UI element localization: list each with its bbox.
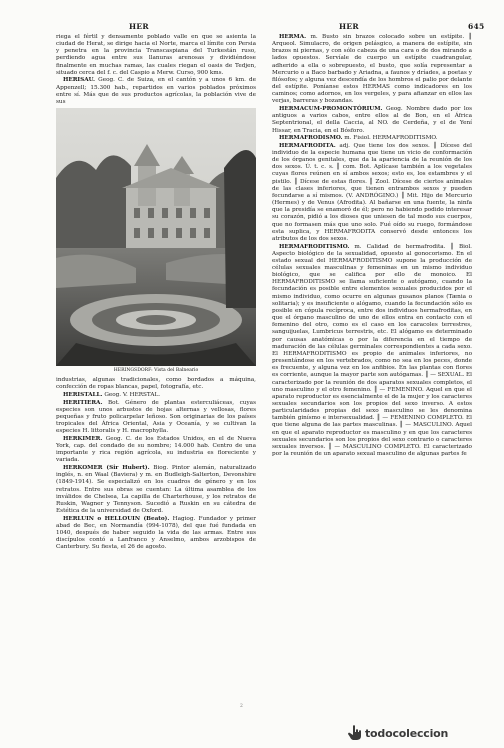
entry-headword: HERMAFRODISMO. [279, 135, 343, 142]
entry-text: m. Fisiol. HERMAFRODITISMO. [344, 135, 438, 142]
footer-mark: 2 [240, 704, 243, 709]
entry-text: adj. Que tiene los dos sexos. ║ Dícese del individuo de la especie humana que tiene un vicio de conformación de los órganos genitales, que da la apariencia de la reunión de los dos sexos. Ú. t. c. s. ║ com. Bot. Aplícase también a los vegetales cuyas flores reúnen en sí ambos sexos; esto es, los estambres y el pistilo. ║ Dícese de estas flores. ║ Zool. Dícese de ciertos animales de las clases inferiores, que tienen entrambos sexos y pueden fecundarse a sí mismos. (V. ANDRÓGINO.) ║ Mit. Hijo de Mercurio (Hermes) y de Venus (Afrodita). Al bañarse en una fuente, la ninfa que la presidía se enamoró de él; pero no habiendo podido interesar su corazón, pidió a los dioses que uniesen de tal modo sus cuerpos, que no formasen más que uno solo. Fué oído su ruego, formándose esta suplica, y HERMAFRODITA conservó desde entonces los atributos de los dos sexos. [272, 142, 472, 242]
running-head-left: HER [129, 22, 149, 31]
entry-headword: HERMAFRODITA. [279, 142, 336, 149]
entry-text: Geog. V. HERSTAL. [104, 392, 161, 399]
left-column [56, 34, 256, 552]
entry-headword: HERKOMER (Sir Hubert). [63, 465, 150, 472]
entry-headword: HERKIMER. [63, 435, 103, 442]
entry-text: Geog. Nombre dado por los antiguos a varios cabos, entre ellos al de Bon, en el África Septentrional, el della Caccia, al NO. de Cerdeña, y el de Yení Hissar, en Tracia, en el Bósforo. [272, 106, 473, 134]
dictionary-entry [272, 143, 472, 243]
page-number: 645 [468, 22, 485, 31]
right-column [272, 34, 472, 459]
entry-headword: HERLUIN o HELLOUIN (Beato). [63, 515, 170, 522]
entry-headword: HERMA. [279, 34, 307, 40]
heringsdorf-photo [56, 108, 256, 366]
dictionary-entry [56, 436, 256, 465]
dictionary-entry [56, 377, 256, 391]
dictionary-entry [56, 77, 256, 106]
hand-cursor-icon [348, 725, 362, 741]
entry-text: Biog. Pintor alemán, naturalizado inglés, n. en Waal (Baviera) y m. en Budleigh-Salterton, Devonshire (1849-1914). Se especializó en los cuadros de género y en los retratos. Entre sus obras se cuentan: La última asamblea de los inválidos de Chelsea, La capilla de Charterhouse, y los retratos de Ruskin, Wagner y Tennyson. Sucedió a Ruskin en su cátedra de Estética de la universidad de Oxford. [56, 465, 256, 515]
entry-text: industrias, algunas tradicionales, como bordados a máquina, confección de ropas blancas, papel, fotografía, etc. [56, 377, 256, 391]
entry-headword: HERMAFRODITISMO. [279, 243, 350, 250]
entry-headword: HERMACUM-PROMONTÓRIUM. [279, 106, 383, 113]
watermark-text: todocoleccion [365, 726, 449, 740]
dictionary-entry [272, 244, 472, 459]
dictionary-entry [56, 400, 256, 436]
entry-text: Geog. C. de Suiza, en el cantón y a unos 6 km. de Appenzell; 15.300 hab., repartidos en varios poblados próximos entre sí. Más que de sus productos agrícolas, la población vive de sus [56, 77, 257, 105]
entry-text: Hagiog. Fundador y primer abad de Bec, en Normandía (994-1078), del que fué fundada en 1040, después de haber seguido la vida de las armas. Entre sus discípulos contó a Lanfranco y Anselmo, ambos arzobispos de Canterbury. Su fiesta, el 26 de agosto. [56, 515, 256, 551]
spa-photo-illustration [56, 108, 256, 366]
entry-headword: HERISTALL. [63, 392, 103, 399]
entry-headword: HERITIERA. [63, 399, 103, 406]
entry-text: m. Busto sin brazos colocado sobre un estípite. ║ Arqueol. Simulacro, de origen pelásgico, a manera de estípite, sin brazos ni piernas, y con sólo cabeza de una cara o de dos mirando a lados opuestos. Servíale de cuerpo un estípite cuadrangular, adherido a ella o sobrepuesto, el busto, que solía representar a Mercurio o a Baco barbado y Ariadna, a faunos y dríades, a poetas y filósofos; y alguna vez descendía de los hombros el palio por delante del estípite. Poníanse estos HERMAS como indicadores en los caminos; como adornos, en los vergeles, y para afianzar en ellos las verjas, barreras y bozandas. [272, 34, 472, 105]
running-head-right: HER [339, 22, 359, 31]
dictionary-entry [272, 34, 472, 106]
dictionary-entry [56, 465, 256, 515]
entry-text: Geog. C. de los Estados Unidos, en el de Nueva York, cap. del condado de su nombre; 14.000 hab. Centro de una importante y rica región agrícola, su industria es floreciente y variada. [56, 435, 256, 464]
dictionary-entry [272, 106, 472, 135]
entry-text: Bot. Género de plantas esterculiáceas, cuyas especies son unos arbustos de hojas alternas y vellosas, flores pequeñas y fruto policarpelar leñoso. Son originarias de los países tropicales del África Oriental, Asia y Oceanía, y se cultivan la especies H. littoralis y H. macrophylla. [56, 399, 256, 435]
entry-text: riega el fértil y densamente poblado valle en que se asienta la ciudad de Herat, se dirige hacia el Norte, marca el límite con Persia y penetra en la provincia Transcaspiana del Turkestán ruso, perdiendo agua entre sus llanuras arenosas y dividiéndose finalmente en muchas ramas, las cuales riegan el oasis de Tedjen, situado cerca del f. c. del Caspio a Merw. Curso, 900 kms. [56, 34, 256, 76]
entry-text: m. Calidad de hermafrodita. ║ Biol. Aspecto biológico de la sexualidad, opuesto al gonocorismo. En el estado sexual del HERMAFRODITISMO supone la producción de células sexuales masculinas y femeninas en un mismo individuo biológico, que se califica por ello de monoico. El HERMAFRODITISMO se llama suficiente o autógamo, cuando la fecundación es posible entre elementos sexuales producidos por el mismo individuo, como ocurre en algunas gusanos planos (Tænia o solitaria); y es insuficiente o alógamo, cuando la fecundación sólo es posible en cópula recíproca, entre dos individuos hermafroditas, en que el órgano masculino de uno de ellos entra en contacto con el femenino del otro, como es el caso en los caracoles terrestres, sanguijuelas, Lumbricus terrestris, etc. El alógamo es determinado por causas anatómicas o por la diferencia en el tiempo de maduración de las células germinales correspondientes a cada sexo. El HERMAFRODITISMO es propio de animales inferiores, no presentándose en los vertebrados, como no sea en los peces, donde es frecuente, y alguna vez en los anfibios. En las plantas con flores es corriente, aunque la mayor parte son autógamas. ║ — SEXUAL. El caracterizado por la reunión de dos aparatos sexuales completos, el uno masculino y el otro femenino. ║ — FEMENINO. Aquel en que el aparato reproductor es esencialmente el de la mujer y los caracteres sexuales secundarios son los propios del sexo inverso. A estos particularidades propias del sexo masculino se les denomina también ginísmo e intersexualidad. ║ — FEMENINO COMPLETO. El que tiene alguna de las partes masculinas. ║ — MASCULINO. Aquel en que el aparato reproductor es masculino y en que los caracteres sexuales secundarios son los propios del sexo contrario o caracteres sexuales inversos. ║ — MASCULINO COMPLETO. El caracterizado por la reunión de un aparato sexual masculino de algunas partes fe [272, 243, 472, 458]
photo-caption: HERINGSDORF: Vista del Balneario [113, 368, 199, 374]
entry-headword: HERISAU. [63, 77, 96, 84]
dictionary-entry [56, 516, 256, 552]
watermark [348, 724, 494, 742]
dictionary-entry [272, 135, 472, 142]
dictionary-entry [56, 392, 256, 399]
dictionary-entry [56, 34, 256, 77]
